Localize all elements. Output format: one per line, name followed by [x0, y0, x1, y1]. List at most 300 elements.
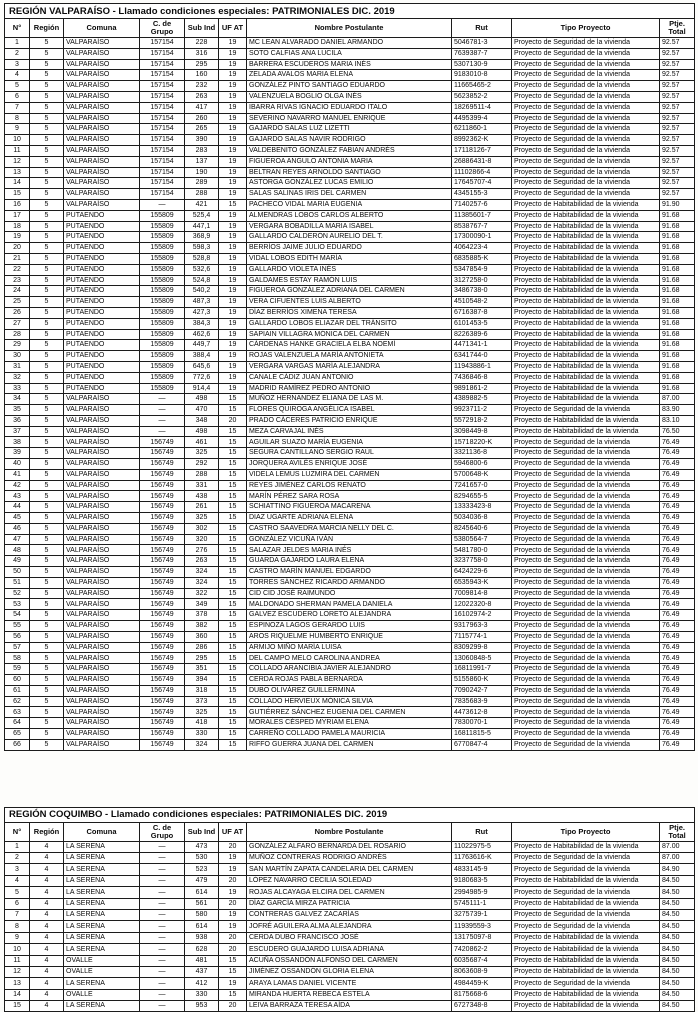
- cell-nombre-postulante: JORQUERA AVILÉS ENRIQUE JOSÉ: [247, 459, 452, 470]
- cell-comuna: VALPARAÍSO: [64, 707, 140, 718]
- cell-tipo-proyecto: Proyecto de Habitabilidad de la vivienda: [512, 944, 660, 955]
- cell-nombre-postulante: CARREÑO COLLADO PAMELA MAURICIA: [247, 729, 452, 740]
- cell-sub-ind: 481: [185, 955, 219, 966]
- cell-comuna: PUTAENDO: [64, 297, 140, 308]
- cell-comuna: VALPARAÍSO: [64, 696, 140, 707]
- cell-sub-ind: 261: [185, 502, 219, 513]
- cell-codigo-grupo: —: [140, 944, 185, 955]
- cell-numero: 66: [5, 739, 30, 750]
- cell-numero: 35: [5, 405, 30, 416]
- cell-numero: 34: [5, 394, 30, 405]
- cell-comuna: VALPARAÍSO: [64, 545, 140, 556]
- cell-tipo-proyecto: Proyecto de Habitabilidad de la vivienda: [512, 210, 660, 221]
- cell-uf-at: 15: [219, 448, 247, 459]
- cell-tipo-proyecto: Proyecto de Seguridad de la vivienda: [512, 167, 660, 178]
- column-header: Nombre Postulante: [247, 19, 452, 38]
- cell-numero: 2: [5, 852, 30, 863]
- table-row: [5, 156, 695, 167]
- cell-rut: 6716387-8: [452, 307, 512, 318]
- cell-uf-at: 15: [219, 685, 247, 696]
- cell-nombre-postulante: CERDA ROJAS PABLA BERNARDA: [247, 675, 452, 686]
- cell-codigo-grupo: —: [140, 1001, 185, 1012]
- cell-rut: 6101453-5: [452, 318, 512, 329]
- table-row: [5, 864, 695, 875]
- cell-comuna: LA SERENA: [64, 978, 140, 989]
- cell-codigo-grupo: 156749: [140, 696, 185, 707]
- cell-sub-ind: 427,3: [185, 307, 219, 318]
- cell-codigo-grupo: 156749: [140, 491, 185, 502]
- cell-comuna: LA SERENA: [64, 875, 140, 886]
- cell-rut: 11763616-K: [452, 852, 512, 863]
- cell-ptje-total: 76.49: [660, 448, 695, 459]
- cell-nombre-postulante: MIRANDA HUERTA REBECA ESTELA: [247, 989, 452, 1000]
- cell-comuna: LA SERENA: [64, 921, 140, 932]
- cell-region: 5: [30, 729, 64, 740]
- cell-uf-at: 15: [219, 642, 247, 653]
- table-row: [5, 48, 695, 59]
- cell-comuna: LA SERENA: [64, 1001, 140, 1012]
- cell-sub-ind: 524,8: [185, 275, 219, 286]
- cell-tipo-proyecto: Proyecto de Habitabilidad de la vivienda: [512, 297, 660, 308]
- cell-rut: 3275739-1: [452, 909, 512, 920]
- cell-comuna: VALPARAÍSO: [64, 675, 140, 686]
- table-row: [5, 909, 695, 920]
- cell-tipo-proyecto: Proyecto de Habitabilidad de la vivienda: [512, 253, 660, 264]
- cell-rut: 17118126-7: [452, 145, 512, 156]
- cell-region: 5: [30, 340, 64, 351]
- cell-rut: 5347854-9: [452, 264, 512, 275]
- cell-ptje-total: 91.68: [660, 329, 695, 340]
- cell-ptje-total: 91.68: [660, 340, 695, 351]
- cell-numero: 53: [5, 599, 30, 610]
- cell-codigo-grupo: 157154: [140, 124, 185, 135]
- column-header: Comuna: [64, 822, 140, 841]
- cell-numero: 11: [5, 955, 30, 966]
- cell-uf-at: 15: [219, 631, 247, 642]
- cell-comuna: PUTAENDO: [64, 329, 140, 340]
- cell-sub-ind: 288: [185, 469, 219, 480]
- cell-codigo-grupo: 155809: [140, 372, 185, 383]
- cell-ptje-total: 91.68: [660, 383, 695, 394]
- cell-uf-at: 19: [219, 852, 247, 863]
- cell-uf-at: 19: [219, 156, 247, 167]
- cell-numero: 51: [5, 577, 30, 588]
- cell-rut: 4064223-4: [452, 243, 512, 254]
- cell-region: 5: [30, 523, 64, 534]
- cell-uf-at: 15: [219, 394, 247, 405]
- cell-sub-ind: 320: [185, 534, 219, 545]
- cell-codigo-grupo: 157154: [140, 145, 185, 156]
- cell-nombre-postulante: DUBO OLIVÁREZ GUILLERMINA: [247, 685, 452, 696]
- cell-region: 5: [30, 243, 64, 254]
- cell-ptje-total: 76.49: [660, 685, 695, 696]
- cell-sub-ind: 628: [185, 944, 219, 955]
- cell-numero: 5: [5, 887, 30, 898]
- table-title-row: [5, 4, 695, 19]
- cell-numero: 30: [5, 351, 30, 362]
- cell-codigo-grupo: 157154: [140, 102, 185, 113]
- cell-codigo-grupo: 155809: [140, 221, 185, 232]
- cell-rut: 5745111-1: [452, 898, 512, 909]
- cell-ptje-total: 92.57: [660, 81, 695, 92]
- cell-numero: 11: [5, 145, 30, 156]
- cell-ptje-total: 92.57: [660, 70, 695, 81]
- cell-comuna: LA SERENA: [64, 932, 140, 943]
- cell-numero: 21: [5, 253, 30, 264]
- cell-ptje-total: 84.50: [660, 875, 695, 886]
- cell-numero: 32: [5, 372, 30, 383]
- cell-numero: 4: [5, 70, 30, 81]
- cell-region: 5: [30, 91, 64, 102]
- cell-ptje-total: 92.57: [660, 189, 695, 200]
- cell-codigo-grupo: 156749: [140, 588, 185, 599]
- cell-tipo-proyecto: Proyecto de Habitabilidad de la vivienda: [512, 989, 660, 1000]
- cell-comuna: VALPARAÍSO: [64, 167, 140, 178]
- cell-tipo-proyecto: Proyecto de Habitabilidad de la vivienda: [512, 286, 660, 297]
- column-header: Sub Ind: [185, 19, 219, 38]
- cell-ptje-total: 76.49: [660, 534, 695, 545]
- cell-region: 5: [30, 567, 64, 578]
- cell-rut: 4473612-8: [452, 707, 512, 718]
- cell-uf-at: 19: [219, 286, 247, 297]
- cell-codigo-grupo: 156749: [140, 599, 185, 610]
- cell-sub-ind: 473: [185, 841, 219, 852]
- cell-sub-ind: 614: [185, 921, 219, 932]
- cell-uf-at: 19: [219, 329, 247, 340]
- table-row: [5, 124, 695, 135]
- cell-region: 5: [30, 480, 64, 491]
- cell-tipo-proyecto: Proyecto de Seguridad de la vivienda: [512, 448, 660, 459]
- cell-comuna: PUTAENDO: [64, 243, 140, 254]
- cell-ptje-total: 92.57: [660, 113, 695, 124]
- cell-rut: 11102866-4: [452, 167, 512, 178]
- cell-tipo-proyecto: Proyecto de Seguridad de la vivienda: [512, 921, 660, 932]
- cell-nombre-postulante: ZELADA AVALOS MARIA ELENA: [247, 70, 452, 81]
- cell-uf-at: 15: [219, 718, 247, 729]
- cell-uf-at: 15: [219, 610, 247, 621]
- cell-codigo-grupo: 156749: [140, 459, 185, 470]
- cell-region: 4: [30, 944, 64, 955]
- cell-rut: 16811991-7: [452, 664, 512, 675]
- cell-comuna: LA SERENA: [64, 909, 140, 920]
- cell-rut: 16102974-2: [452, 610, 512, 621]
- cell-ptje-total: 83.10: [660, 415, 695, 426]
- cell-nombre-postulante: GALLARDO LOBOS ELIAZAR DEL TRÁNSITO: [247, 318, 452, 329]
- cell-sub-ind: 479: [185, 875, 219, 886]
- cell-rut: 11385601-7: [452, 210, 512, 221]
- cell-rut: 4345155-3: [452, 189, 512, 200]
- cell-nombre-postulante: GONZÁLEZ VICUÑA IVÁN: [247, 534, 452, 545]
- cell-sub-ind: 447,1: [185, 221, 219, 232]
- cell-comuna: VALPARAÍSO: [64, 653, 140, 664]
- cell-nombre-postulante: ARMIJO MIÑO MARÍA LUISA: [247, 642, 452, 653]
- cell-region: 5: [30, 610, 64, 621]
- cell-rut: 12022320-8: [452, 599, 512, 610]
- cell-uf-at: 19: [219, 264, 247, 275]
- cell-region: 5: [30, 642, 64, 653]
- cell-ptje-total: 76.49: [660, 599, 695, 610]
- table-title: REGIÓN VALPARAÍSO - Llamado condiciones especiales: PATRIMONIALES DIC. 2019: [5, 4, 695, 19]
- cell-ptje-total: 76.49: [660, 610, 695, 621]
- cell-sub-ind: 598,3: [185, 243, 219, 254]
- cell-tipo-proyecto: Proyecto de Seguridad de la vivienda: [512, 491, 660, 502]
- cell-sub-ind: 324: [185, 567, 219, 578]
- cell-sub-ind: 260: [185, 113, 219, 124]
- cell-codigo-grupo: 155809: [140, 351, 185, 362]
- table-row: [5, 921, 695, 932]
- cell-numero: 42: [5, 480, 30, 491]
- cell-codigo-grupo: 157154: [140, 91, 185, 102]
- cell-tipo-proyecto: Proyecto de Seguridad de la vivienda: [512, 621, 660, 632]
- cell-tipo-proyecto: Proyecto de Seguridad de la vivienda: [512, 909, 660, 920]
- table-row: [5, 989, 695, 1000]
- cell-comuna: VALPARAÍSO: [64, 48, 140, 59]
- cell-region: 5: [30, 221, 64, 232]
- column-header: Rut: [452, 19, 512, 38]
- cell-nombre-postulante: ROJAS ALCAYAGA ELCIRA DEL CARMEN: [247, 887, 452, 898]
- cell-comuna: PUTAENDO: [64, 264, 140, 275]
- cell-ptje-total: 76.49: [660, 696, 695, 707]
- cell-numero: 59: [5, 664, 30, 675]
- cell-region: 4: [30, 989, 64, 1000]
- cell-ptje-total: 91.68: [660, 275, 695, 286]
- cell-region: 5: [30, 621, 64, 632]
- cell-uf-at: 19: [219, 978, 247, 989]
- table-row: [5, 491, 695, 502]
- cell-tipo-proyecto: Proyecto de Habitabilidad de la vivienda: [512, 932, 660, 943]
- cell-tipo-proyecto: Proyecto de Seguridad de la vivienda: [512, 864, 660, 875]
- cell-rut: 7420862-2: [452, 944, 512, 955]
- cell-tipo-proyecto: Proyecto de Seguridad de la vivienda: [512, 189, 660, 200]
- cell-comuna: PUTAENDO: [64, 361, 140, 372]
- cell-numero: 22: [5, 264, 30, 275]
- cell-tipo-proyecto: Proyecto de Habitabilidad de la vivienda: [512, 275, 660, 286]
- cell-codigo-grupo: —: [140, 921, 185, 932]
- cell-rut: 7090242-7: [452, 685, 512, 696]
- table-row: [5, 135, 695, 146]
- cell-uf-at: 15: [219, 707, 247, 718]
- cell-sub-ind: 325: [185, 707, 219, 718]
- cell-sub-ind: 462,6: [185, 329, 219, 340]
- cell-codigo-grupo: 156749: [140, 610, 185, 621]
- cell-nombre-postulante: ROJAS VALENZUELA MARÍA ANTONIETA: [247, 351, 452, 362]
- cell-tipo-proyecto: Proyecto de Seguridad de la vivienda: [512, 523, 660, 534]
- cell-codigo-grupo: 156749: [140, 480, 185, 491]
- column-header: C. de Grupo: [140, 822, 185, 841]
- cell-uf-at: 15: [219, 534, 247, 545]
- cell-rut: 6341744-0: [452, 351, 512, 362]
- column-header: C. de Grupo: [140, 19, 185, 38]
- cell-comuna: VALPARAÍSO: [64, 70, 140, 81]
- cell-region: 5: [30, 124, 64, 135]
- cell-codigo-grupo: 156749: [140, 469, 185, 480]
- cell-codigo-grupo: 155809: [140, 383, 185, 394]
- cell-comuna: VALPARAÍSO: [64, 405, 140, 416]
- cell-uf-at: 19: [219, 383, 247, 394]
- table-row: [5, 361, 695, 372]
- cell-comuna: VALPARAÍSO: [64, 577, 140, 588]
- cell-nombre-postulante: VERGARA VARGAS MARÍA ALEJANDRA: [247, 361, 452, 372]
- cell-rut: 3237758-0: [452, 556, 512, 567]
- cell-numero: 60: [5, 675, 30, 686]
- table-row: [5, 642, 695, 653]
- cell-codigo-grupo: 157154: [140, 189, 185, 200]
- cell-nombre-postulante: VERA CIFUENTES LUIS ALBERTO: [247, 297, 452, 308]
- cell-tipo-proyecto: Proyecto de Habitabilidad de la vivienda: [512, 383, 660, 394]
- cell-nombre-postulante: LEIVA BARRAZA TERESA AÍDA: [247, 1001, 452, 1012]
- cell-tipo-proyecto: Proyecto de Seguridad de la vivienda: [512, 502, 660, 513]
- cell-rut: 13060848-5: [452, 653, 512, 664]
- cell-numero: 14: [5, 989, 30, 1000]
- cell-numero: 9: [5, 932, 30, 943]
- cell-ptje-total: 76.49: [660, 437, 695, 448]
- cell-rut: 9183010-8: [452, 70, 512, 81]
- cell-rut: 5034036-8: [452, 513, 512, 524]
- cell-rut: 6727348-8: [452, 1001, 512, 1012]
- cell-nombre-postulante: BELTRAN REYES ARNOLDO SANTIAGO: [247, 167, 452, 178]
- cell-rut: 5946800-6: [452, 459, 512, 470]
- cell-nombre-postulante: AGUILAR SUAZO MARÍA EUGENIA: [247, 437, 452, 448]
- cell-tipo-proyecto: Proyecto de Seguridad de la vivienda: [512, 156, 660, 167]
- cell-codigo-grupo: 155809: [140, 264, 185, 275]
- table-row: [5, 437, 695, 448]
- cell-rut: 4510548-2: [452, 297, 512, 308]
- cell-ptje-total: 87.00: [660, 852, 695, 863]
- cell-ptje-total: 84.50: [660, 989, 695, 1000]
- cell-ptje-total: 91.68: [660, 318, 695, 329]
- cell-nombre-postulante: GUARDA GAJARDO LAURA ELENA: [247, 556, 452, 567]
- table-row: [5, 932, 695, 943]
- cell-tipo-proyecto: Proyecto de Seguridad de la vivienda: [512, 675, 660, 686]
- table-row: [5, 286, 695, 297]
- table-row: [5, 189, 695, 200]
- cell-rut: 4495399-4: [452, 113, 512, 124]
- cell-codigo-grupo: —: [140, 875, 185, 886]
- cell-tipo-proyecto: Proyecto de Seguridad de la vivienda: [512, 38, 660, 49]
- cell-nombre-postulante: ESCUDERO GUAJARDO LUISA ADRIANA: [247, 944, 452, 955]
- cell-sub-ind: 580: [185, 909, 219, 920]
- cell-uf-at: 15: [219, 502, 247, 513]
- cell-tipo-proyecto: Proyecto de Habitabilidad de la vivienda: [512, 841, 660, 852]
- table-row: [5, 113, 695, 124]
- cell-rut: 13333423-8: [452, 502, 512, 513]
- table-row: [5, 852, 695, 863]
- cell-sub-ind: 525,4: [185, 210, 219, 221]
- cell-ptje-total: 76.49: [660, 653, 695, 664]
- cell-uf-at: 19: [219, 232, 247, 243]
- cell-rut: 5481780-0: [452, 545, 512, 556]
- table-row: [5, 415, 695, 426]
- cell-codigo-grupo: 156749: [140, 675, 185, 686]
- cell-comuna: VALPARAÍSO: [64, 502, 140, 513]
- cell-sub-ind: 614: [185, 887, 219, 898]
- cell-codigo-grupo: —: [140, 394, 185, 405]
- cell-codigo-grupo: 157154: [140, 70, 185, 81]
- table-row: [5, 210, 695, 221]
- cell-comuna: VALPARAÍSO: [64, 81, 140, 92]
- table-row: [5, 275, 695, 286]
- table-title: REGIÓN COQUIMBO - Llamado condiciones especiales: PATRIMONIALES DIC. 2019: [5, 807, 695, 822]
- cell-tipo-proyecto: Proyecto de Habitabilidad de la vivienda: [512, 426, 660, 437]
- cell-codigo-grupo: —: [140, 887, 185, 898]
- cell-ptje-total: 84.50: [660, 1001, 695, 1012]
- cell-sub-ind: 325: [185, 448, 219, 459]
- header-row: [5, 19, 695, 38]
- cell-numero: 3: [5, 59, 30, 70]
- cell-uf-at: 19: [219, 221, 247, 232]
- cell-region: 4: [30, 978, 64, 989]
- cell-uf-at: 15: [219, 426, 247, 437]
- cell-numero: 39: [5, 448, 30, 459]
- cell-tipo-proyecto: Proyecto de Seguridad de la vivienda: [512, 610, 660, 621]
- cell-comuna: VALPARAÍSO: [64, 642, 140, 653]
- cell-sub-ind: 330: [185, 989, 219, 1000]
- cell-tipo-proyecto: Proyecto de Habitabilidad de la vivienda: [512, 221, 660, 232]
- cell-comuna: VALPARAÍSO: [64, 599, 140, 610]
- cell-uf-at: 19: [219, 167, 247, 178]
- cell-nombre-postulante: MARÍN PÉREZ SARA ROSA: [247, 491, 452, 502]
- cell-numero: 9: [5, 124, 30, 135]
- cell-nombre-postulante: SEGURA CANTILLANO SERGIO RAÚL: [247, 448, 452, 459]
- cell-nombre-postulante: GUTIÉRREZ SÁNCHEZ EUGENIA DEL CARMEN: [247, 707, 452, 718]
- cell-uf-at: 19: [219, 909, 247, 920]
- cell-comuna: LA SERENA: [64, 887, 140, 898]
- cell-sub-ind: 360: [185, 631, 219, 642]
- column-header: N°: [5, 19, 30, 38]
- cell-sub-ind: 325: [185, 513, 219, 524]
- table-row: [5, 145, 695, 156]
- cell-numero: 38: [5, 437, 30, 448]
- cell-codigo-grupo: 156749: [140, 621, 185, 632]
- cell-comuna: VALPARAÍSO: [64, 513, 140, 524]
- cell-comuna: VALPARAÍSO: [64, 685, 140, 696]
- cell-tipo-proyecto: Proyecto de Habitabilidad de la vivienda: [512, 340, 660, 351]
- cell-region: 5: [30, 113, 64, 124]
- cell-codigo-grupo: 155809: [140, 243, 185, 254]
- cell-nombre-postulante: MORALES CÉSPED MYRIAM ELENA: [247, 718, 452, 729]
- table-row: [5, 480, 695, 491]
- cell-sub-ind: 532,6: [185, 264, 219, 275]
- cell-ptje-total: 84.50: [660, 966, 695, 977]
- cell-rut: 6770847-4: [452, 739, 512, 750]
- cell-sub-ind: 388,4: [185, 351, 219, 362]
- cell-rut: 6211860-1: [452, 124, 512, 135]
- cell-numero: 6: [5, 898, 30, 909]
- cell-codigo-grupo: 157154: [140, 81, 185, 92]
- cell-sub-ind: 295: [185, 653, 219, 664]
- cell-ptje-total: 92.57: [660, 135, 695, 146]
- cell-codigo-grupo: —: [140, 199, 185, 210]
- cell-rut: 7835683-9: [452, 696, 512, 707]
- cell-tipo-proyecto: Proyecto de Seguridad de la vivienda: [512, 91, 660, 102]
- cell-region: 5: [30, 491, 64, 502]
- cell-comuna: VALPARAÍSO: [64, 394, 140, 405]
- cell-uf-at: 20: [219, 1001, 247, 1012]
- cell-numero: 52: [5, 588, 30, 599]
- cell-nombre-postulante: DIAZ UGARTE ADRIANA ELENA: [247, 513, 452, 524]
- cell-codigo-grupo: 156749: [140, 718, 185, 729]
- cell-codigo-grupo: 155809: [140, 253, 185, 264]
- cell-uf-at: 19: [219, 243, 247, 254]
- cell-sub-ind: 286: [185, 642, 219, 653]
- cell-uf-at: 20: [219, 898, 247, 909]
- cell-comuna: LA SERENA: [64, 852, 140, 863]
- cell-sub-ind: 351: [185, 664, 219, 675]
- cell-region: 5: [30, 739, 64, 750]
- cell-uf-at: 15: [219, 480, 247, 491]
- cell-sub-ind: 487,3: [185, 297, 219, 308]
- cell-ptje-total: 76.49: [660, 469, 695, 480]
